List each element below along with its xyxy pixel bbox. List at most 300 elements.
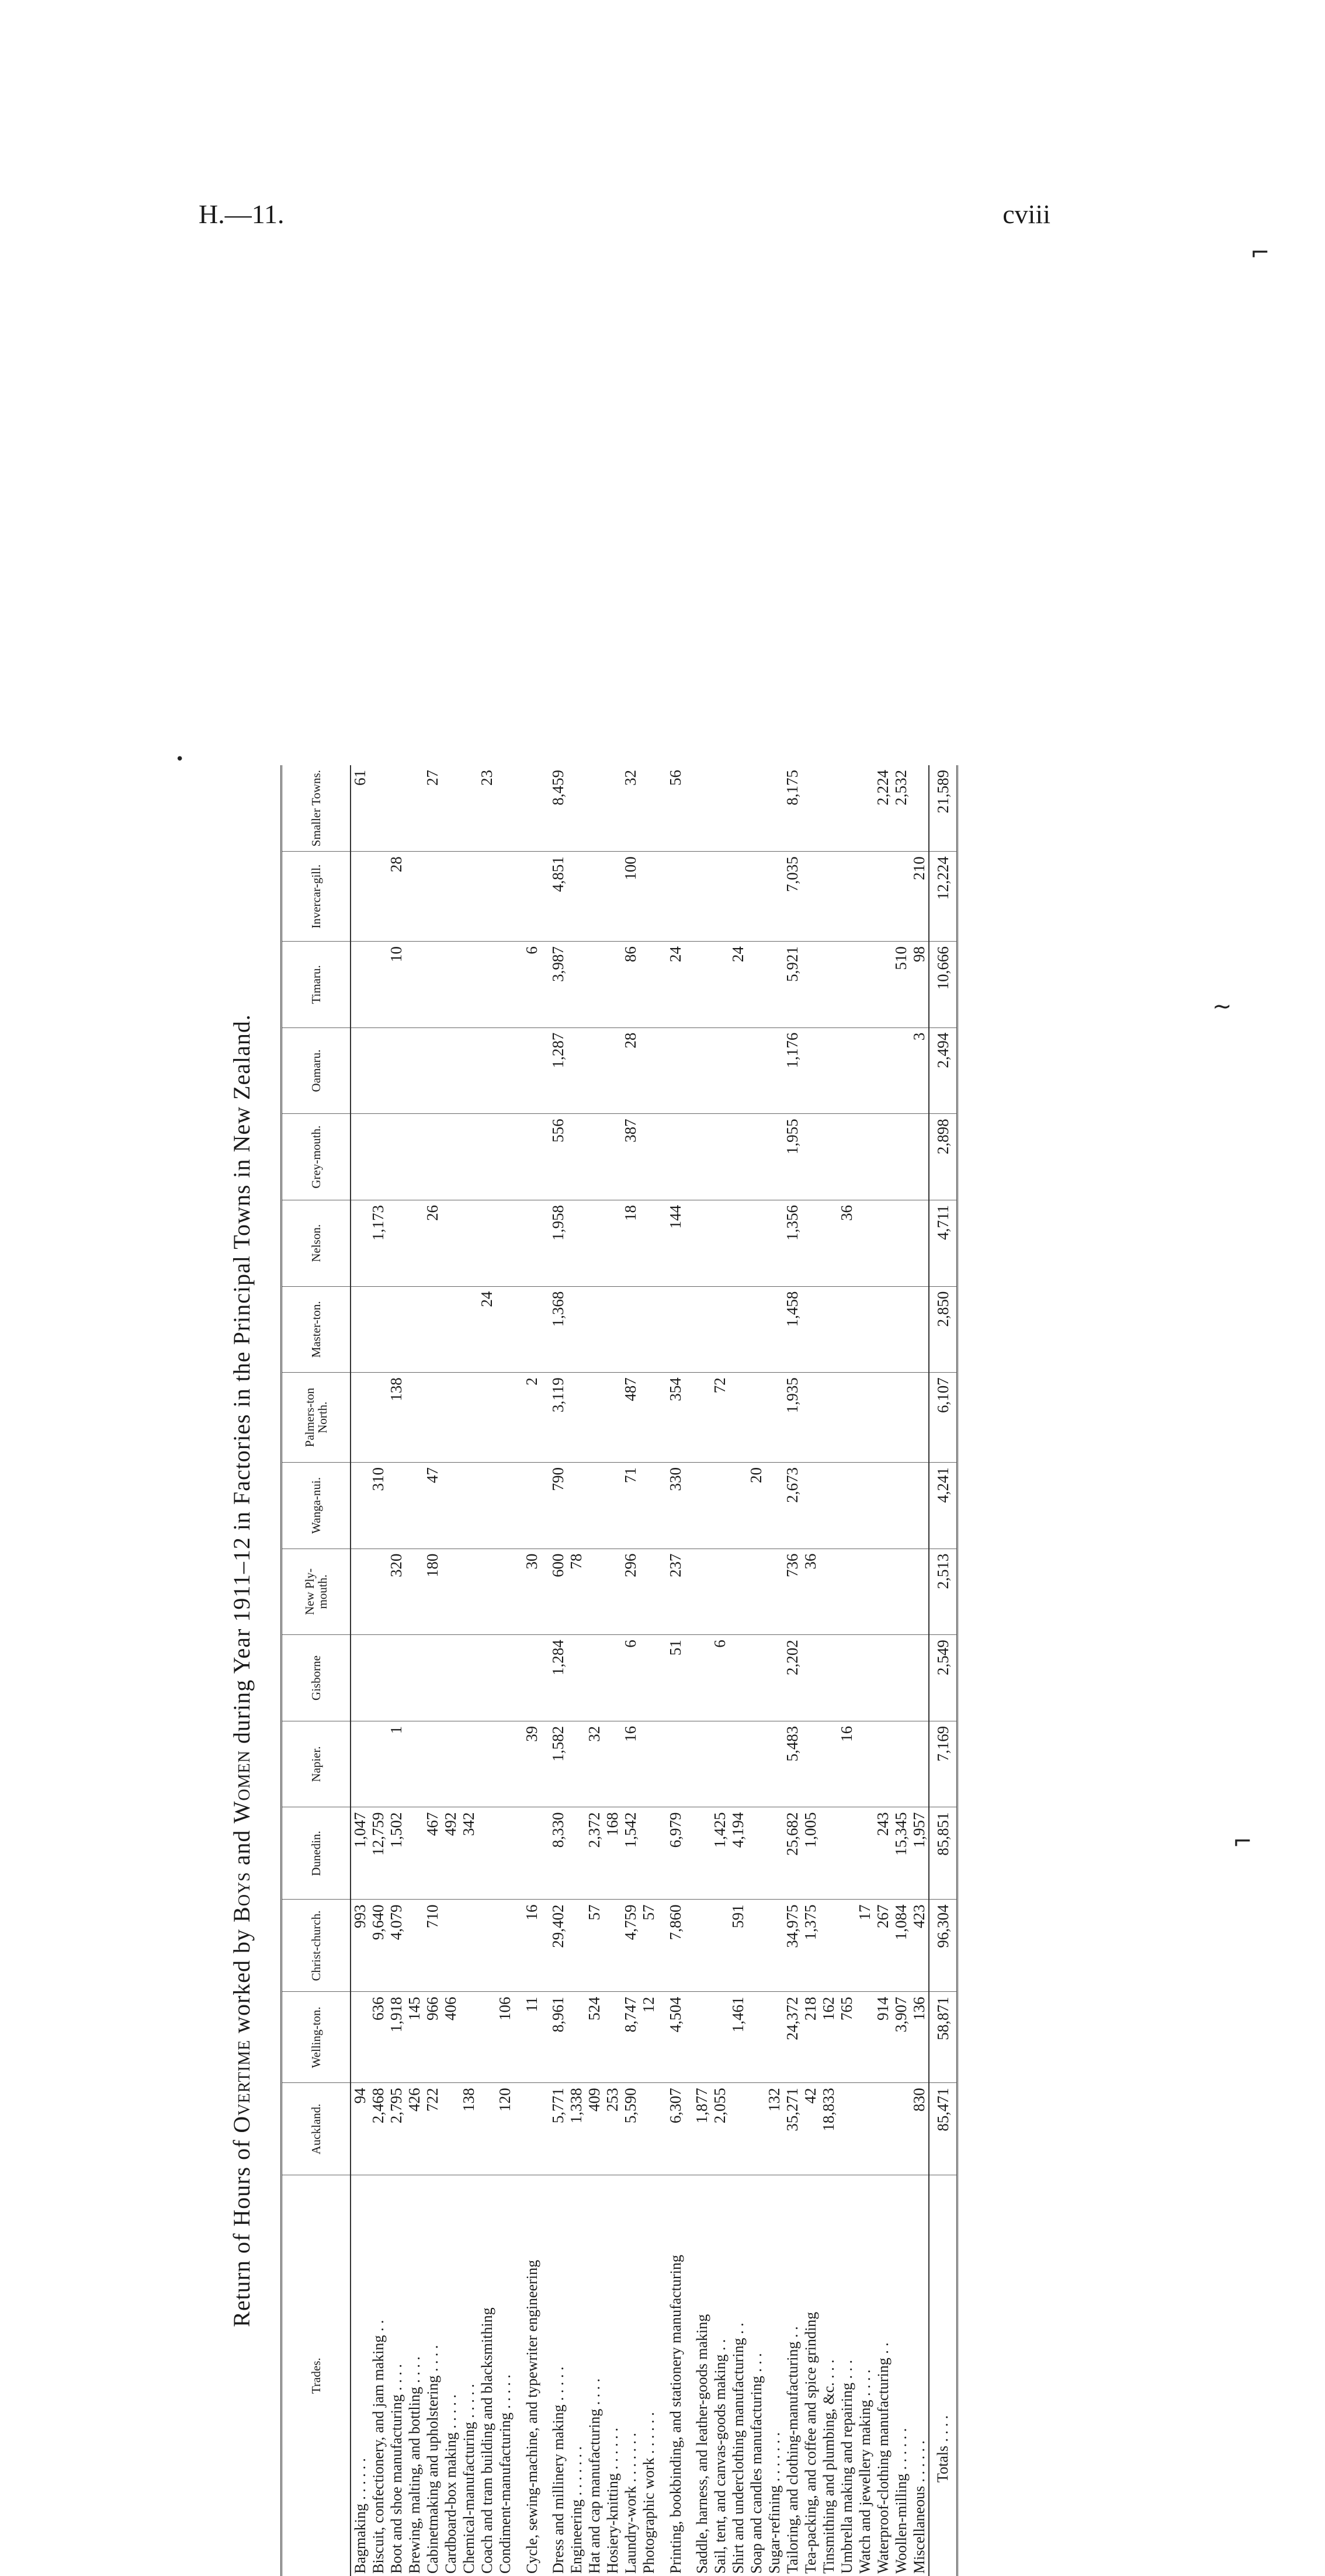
column-header: Nelson. — [282, 1200, 351, 1286]
hours-cell — [585, 1200, 603, 1286]
hours-cell — [693, 1114, 711, 1200]
hours-cell: 1,955 — [783, 1114, 802, 1200]
hours-cell — [765, 765, 783, 852]
hours-cell — [820, 1807, 838, 1900]
hours-cell — [442, 1200, 460, 1286]
table-row — [405, 765, 424, 2576]
total-cell: 12,224 — [929, 852, 958, 942]
hours-cell — [838, 1635, 856, 1721]
hours-cell: 1,458 — [783, 1286, 802, 1373]
column-header: Gisborne — [282, 1635, 351, 1721]
hours-cell: 296 — [622, 1549, 640, 1635]
hours-cell — [658, 1027, 693, 1114]
hours-cell: 120 — [496, 2083, 514, 2175]
hours-cell — [765, 1549, 783, 1635]
hours-cell — [838, 1463, 856, 1549]
hours-cell — [765, 1373, 783, 1463]
hours-cell: 487 — [622, 1373, 640, 1463]
hours-cell: 6 — [711, 1635, 729, 1721]
rotated-table-block — [228, 765, 1221, 2576]
hours-cell — [802, 1721, 820, 1807]
hours-cell — [640, 765, 658, 852]
table-row — [802, 765, 820, 2576]
hours-cell — [765, 1992, 783, 2083]
hours-cell — [874, 1114, 892, 1200]
hours-cell: 32 — [622, 765, 640, 852]
hours-cell — [910, 1373, 929, 1463]
hours-cell — [442, 852, 460, 942]
table-row — [549, 765, 567, 2576]
hours-cell — [820, 1373, 838, 1463]
hours-cell: 2,372 — [585, 1807, 603, 1900]
hours-cell — [747, 1114, 765, 1200]
hours-cell — [514, 2083, 549, 2175]
hours-cell — [496, 1200, 514, 1286]
hours-cell: 406 — [442, 1992, 460, 2083]
hours-cell — [567, 1807, 585, 1900]
hours-cell — [765, 1114, 783, 1200]
hours-cell — [387, 1463, 405, 1549]
hours-cell — [567, 1721, 585, 1807]
column-header: Napier. — [282, 1721, 351, 1807]
hours-cell — [910, 1549, 929, 1635]
hours-cell — [405, 942, 424, 1028]
trade-name: Sugar-refining . . . . . . . — [766, 2432, 783, 2574]
hours-cell: 4,504 — [658, 1992, 693, 2083]
hours-cell — [747, 1373, 765, 1463]
hours-cell — [874, 1549, 892, 1635]
hours-cell — [585, 765, 603, 852]
hours-cell — [585, 1027, 603, 1114]
trade-name: Dress and millinery making . . . . . — [550, 2366, 567, 2574]
hours-cell — [892, 1549, 910, 1635]
hours-cell — [765, 1286, 783, 1373]
hours-cell: 3,987 — [549, 942, 567, 1028]
hours-cell: 138 — [387, 1373, 405, 1463]
hours-cell — [514, 1286, 549, 1373]
hours-cell — [892, 1286, 910, 1373]
hours-cell — [693, 852, 711, 942]
hours-cell: 16 — [622, 1721, 640, 1807]
hours-cell — [603, 1027, 622, 1114]
hours-cell — [405, 1807, 424, 1900]
hours-cell — [496, 1373, 514, 1463]
hours-cell — [711, 1992, 729, 2083]
hours-cell: 1,176 — [783, 1027, 802, 1114]
hours-cell — [496, 1286, 514, 1373]
hours-cell: 8,961 — [549, 1992, 567, 2083]
hours-cell — [603, 1200, 622, 1286]
hours-cell: 1,005 — [802, 1807, 820, 1900]
hours-cell: 15,345 — [892, 1807, 910, 1900]
hours-cell: 57 — [585, 1900, 603, 1992]
column-header: Wanga-nui. — [282, 1463, 351, 1549]
hours-cell: 17 — [856, 1900, 874, 1992]
hours-cell — [424, 1373, 442, 1463]
trade-name: Sail, tent, and canvas-goods making . . — [712, 2339, 729, 2574]
hours-cell: 36 — [838, 1200, 856, 1286]
column-header: Smaller Towns. — [282, 765, 351, 852]
total-cell: 6,107 — [929, 1373, 958, 1463]
hours-cell — [478, 1200, 496, 1286]
hours-cell — [856, 1992, 874, 2083]
hours-cell: 1,502 — [387, 1807, 405, 1900]
hours-cell — [387, 1200, 405, 1286]
hours-cell — [856, 942, 874, 1028]
hours-cell — [658, 1721, 693, 1807]
hours-cell — [514, 1200, 549, 1286]
trade-name: Chemical-manufacturing . . . . . — [460, 2384, 477, 2574]
table-row — [783, 765, 802, 2576]
column-header: Grey-mouth. — [282, 1114, 351, 1200]
hours-cell: 1,356 — [783, 1200, 802, 1286]
hours-cell — [765, 942, 783, 1028]
hours-cell — [442, 1027, 460, 1114]
table-row — [747, 765, 765, 2576]
hours-cell — [460, 1027, 478, 1114]
table-row — [658, 765, 693, 2576]
hours-cell: 1,957 — [910, 1807, 929, 1900]
hours-cell — [892, 2083, 910, 2175]
hours-cell — [351, 1373, 369, 1463]
column-header: Master-ton. — [282, 1286, 351, 1373]
margin-dot: • — [175, 751, 185, 768]
hours-cell — [603, 1463, 622, 1549]
hours-cell — [856, 1027, 874, 1114]
hours-cell — [838, 1027, 856, 1114]
hours-cell — [820, 1900, 838, 1992]
hours-cell — [478, 1549, 496, 1635]
total-cell: 58,871 — [929, 1992, 958, 2083]
hours-cell: 1,284 — [549, 1635, 567, 1721]
hours-cell — [387, 1027, 405, 1114]
hours-cell — [478, 1463, 496, 1549]
hours-cell — [729, 1200, 747, 1286]
hours-cell: 914 — [874, 1992, 892, 2083]
hours-cell — [567, 1373, 585, 1463]
hours-cell — [351, 1463, 369, 1549]
hours-cell — [442, 1463, 460, 1549]
table-row — [622, 765, 640, 2576]
hours-cell — [405, 1373, 424, 1463]
hours-cell — [747, 852, 765, 942]
table-row — [729, 765, 747, 2576]
hours-cell: 423 — [910, 1900, 929, 1992]
document-reference: H.—11. — [199, 199, 285, 229]
hours-cell — [820, 765, 838, 852]
trade-name: Bagmaking . . . . . . — [352, 2458, 369, 2574]
hours-cell — [442, 765, 460, 852]
hours-cell — [351, 1200, 369, 1286]
hours-cell — [585, 1114, 603, 1200]
hours-cell — [460, 1721, 478, 1807]
hours-cell — [729, 1635, 747, 1721]
hours-cell — [603, 1635, 622, 1721]
hours-cell: 144 — [658, 1200, 693, 1286]
column-header-trades: Trades. — [282, 2175, 351, 2576]
hours-cell: 11 — [514, 1992, 549, 2083]
hours-cell: 243 — [874, 1807, 892, 1900]
hours-cell — [478, 1900, 496, 1992]
hours-cell — [496, 942, 514, 1028]
hours-cell — [729, 1373, 747, 1463]
hours-cell: 5,771 — [549, 2083, 567, 2175]
hours-cell: 1,582 — [549, 1721, 567, 1807]
hours-cell — [405, 1027, 424, 1114]
hours-cell — [747, 1200, 765, 1286]
hours-cell: 47 — [424, 1463, 442, 1549]
table-row — [567, 765, 585, 2576]
hours-cell — [820, 1286, 838, 1373]
hours-cell: 2,673 — [783, 1463, 802, 1549]
hours-cell: 736 — [783, 1549, 802, 1635]
hours-cell: 5,483 — [783, 1721, 802, 1807]
hours-cell — [567, 1200, 585, 1286]
hours-cell — [640, 852, 658, 942]
hours-cell: 18 — [622, 1200, 640, 1286]
hours-cell: 218 — [802, 1992, 820, 2083]
hours-cell — [856, 1721, 874, 1807]
hours-cell — [820, 1027, 838, 1114]
table-row — [910, 765, 929, 2576]
hours-cell: 6,307 — [658, 2083, 693, 2175]
hours-cell — [442, 942, 460, 1028]
hours-cell — [567, 1027, 585, 1114]
hours-cell — [640, 2083, 658, 2175]
hours-cell: 790 — [549, 1463, 567, 1549]
hours-cell: 61 — [351, 765, 369, 852]
hours-cell — [765, 1721, 783, 1807]
hours-cell — [585, 1286, 603, 1373]
hours-cell — [567, 1635, 585, 1721]
hours-cell — [567, 765, 585, 852]
total-cell: 2,494 — [929, 1027, 958, 1114]
hours-cell: 56 — [658, 765, 693, 852]
hours-cell — [405, 1200, 424, 1286]
overtime-table — [280, 765, 958, 2576]
hours-cell: 387 — [622, 1114, 640, 1200]
trade-name: Miscellaneous . . . . . . — [911, 2440, 928, 2574]
hours-cell — [747, 1900, 765, 1992]
table-row — [424, 765, 442, 2576]
hours-cell — [442, 1286, 460, 1373]
totals-row — [929, 765, 958, 2576]
hours-cell — [820, 1721, 838, 1807]
hours-cell — [405, 1721, 424, 1807]
total-cell: 2,850 — [929, 1286, 958, 1373]
table-row — [478, 765, 496, 2576]
hours-cell: 6 — [514, 942, 549, 1028]
hours-cell — [693, 1807, 711, 1900]
hours-cell: 42 — [802, 2083, 820, 2175]
hours-cell — [711, 1114, 729, 1200]
hours-cell: 1,084 — [892, 1900, 910, 1992]
hours-cell: 34,975 — [783, 1900, 802, 1992]
hours-cell — [442, 1549, 460, 1635]
hours-cell — [405, 1463, 424, 1549]
hours-cell — [711, 942, 729, 1028]
hours-cell — [820, 1463, 838, 1549]
hours-cell: 106 — [496, 1992, 514, 2083]
hours-cell — [351, 1114, 369, 1200]
hours-cell — [820, 1549, 838, 1635]
hours-cell — [603, 765, 622, 852]
hours-cell — [838, 1807, 856, 1900]
hours-cell: 993 — [351, 1900, 369, 1992]
hours-cell — [711, 1027, 729, 1114]
hours-cell — [603, 1549, 622, 1635]
hours-cell: 25,682 — [783, 1807, 802, 1900]
hours-cell — [856, 1635, 874, 1721]
hours-cell — [640, 1373, 658, 1463]
hours-cell: 8,330 — [549, 1807, 567, 1900]
hours-cell — [442, 1721, 460, 1807]
hours-cell — [820, 852, 838, 942]
hours-cell: 320 — [387, 1549, 405, 1635]
hours-cell — [838, 1549, 856, 1635]
hours-cell — [747, 1635, 765, 1721]
hours-cell: 1,287 — [549, 1027, 567, 1114]
hours-cell: 1,368 — [549, 1286, 567, 1373]
hours-cell — [711, 852, 729, 942]
hours-cell — [496, 1721, 514, 1807]
hours-cell — [693, 1992, 711, 2083]
hours-cell: 132 — [765, 2083, 783, 2175]
hours-cell — [478, 852, 496, 942]
hours-cell: 16 — [838, 1721, 856, 1807]
hours-cell: 1,338 — [567, 2083, 585, 2175]
trade-name: Tea-packing, and coffee and spice grinding — [802, 2311, 819, 2574]
total-cell: 4,711 — [929, 1200, 958, 1286]
hours-cell — [603, 1114, 622, 1200]
hours-cell — [747, 1807, 765, 1900]
hours-cell: 4,194 — [729, 1807, 747, 1900]
hours-cell: 39 — [514, 1721, 549, 1807]
hours-cell — [351, 1027, 369, 1114]
hours-cell — [603, 942, 622, 1028]
total-cell: 85,471 — [929, 2083, 958, 2175]
hours-cell: 71 — [622, 1463, 640, 1549]
hours-cell — [802, 1463, 820, 1549]
hours-cell: 24,372 — [783, 1992, 802, 2083]
hours-cell: 2 — [514, 1373, 549, 1463]
hours-cell — [640, 1286, 658, 1373]
hours-cell — [460, 1635, 478, 1721]
hours-cell: 6 — [622, 1635, 640, 1721]
margin-mark: ~ — [1212, 993, 1232, 1020]
hours-cell — [693, 1373, 711, 1463]
hours-cell — [514, 852, 549, 942]
hours-cell — [892, 1200, 910, 1286]
hours-cell — [442, 1114, 460, 1200]
hours-cell — [369, 1286, 387, 1373]
trade-name: Tinsmithing and plumbing, &c. . . . — [820, 2359, 837, 2574]
margin-mark: ⌐ — [1250, 239, 1270, 266]
hours-cell — [856, 2083, 874, 2175]
hours-cell — [369, 1635, 387, 1721]
hours-cell: 7,860 — [658, 1900, 693, 1992]
hours-cell: 1,425 — [711, 1807, 729, 1900]
hours-cell — [424, 942, 442, 1028]
hours-cell — [585, 1549, 603, 1635]
hours-cell: 342 — [460, 1807, 478, 1900]
hours-cell: 1,918 — [387, 1992, 405, 2083]
column-header: Dunedin. — [282, 1807, 351, 1900]
hours-cell — [478, 942, 496, 1028]
hours-cell — [460, 852, 478, 942]
trade-name: Shirt and underclothing manufacturing . . — [730, 2322, 747, 2574]
hours-cell — [856, 1463, 874, 1549]
hours-cell: 267 — [874, 1900, 892, 1992]
hours-cell — [892, 1463, 910, 1549]
table-row — [874, 765, 892, 2576]
hours-cell — [424, 852, 442, 942]
hours-cell: 29,402 — [549, 1900, 567, 1992]
hours-cell — [460, 1373, 478, 1463]
hours-cell — [478, 1721, 496, 1807]
hours-cell: 600 — [549, 1549, 567, 1635]
hours-cell — [874, 942, 892, 1028]
hours-cell — [369, 852, 387, 942]
hours-cell — [874, 2083, 892, 2175]
hours-cell — [747, 1549, 765, 1635]
hours-cell: 162 — [820, 1992, 838, 2083]
hours-cell — [856, 1549, 874, 1635]
hours-cell — [387, 1286, 405, 1373]
hours-cell: 168 — [603, 1807, 622, 1900]
hours-cell — [387, 765, 405, 852]
hours-cell — [585, 942, 603, 1028]
hours-cell — [747, 1286, 765, 1373]
hours-cell — [838, 2083, 856, 2175]
hours-cell: 210 — [910, 852, 929, 942]
hours-cell — [856, 1286, 874, 1373]
trade-name: Hat and cap manufacturing . . . . — [586, 2378, 603, 2574]
page-number: cviii — [1003, 199, 1050, 229]
hours-cell — [765, 1027, 783, 1114]
hours-cell — [874, 852, 892, 942]
hours-cell: 1,958 — [549, 1200, 567, 1286]
table-header-row — [282, 765, 351, 2576]
hours-cell — [711, 1900, 729, 1992]
hours-cell — [424, 1721, 442, 1807]
hours-cell — [405, 1549, 424, 1635]
trade-name: Condiment-manufacturing . . . . . — [497, 2374, 514, 2574]
column-header: Auckland. — [282, 2083, 351, 2175]
hours-cell: 8,747 — [622, 1992, 640, 2083]
table-row — [387, 765, 405, 2576]
total-cell: 96,304 — [929, 1900, 958, 1992]
hours-cell: 23 — [478, 765, 496, 852]
hours-cell: 20 — [747, 1463, 765, 1549]
hours-cell — [711, 765, 729, 852]
hours-cell: 138 — [460, 2083, 478, 2175]
table-row — [496, 765, 514, 2576]
column-header: Invercar-gill. — [282, 852, 351, 942]
hours-cell — [856, 1807, 874, 1900]
hours-cell — [460, 1463, 478, 1549]
trade-name: Cardboard-box making . . . . . — [442, 2394, 459, 2574]
hours-cell: 830 — [910, 2083, 929, 2175]
hours-cell: 966 — [424, 1992, 442, 2083]
hours-cell — [460, 1992, 478, 2083]
hours-cell — [729, 1721, 747, 1807]
hours-cell — [765, 1900, 783, 1992]
hours-cell — [765, 852, 783, 942]
hours-cell — [640, 1027, 658, 1114]
trade-name: Saddle, harness, and leather-goods making — [693, 2314, 710, 2574]
hours-cell: 330 — [658, 1463, 693, 1549]
